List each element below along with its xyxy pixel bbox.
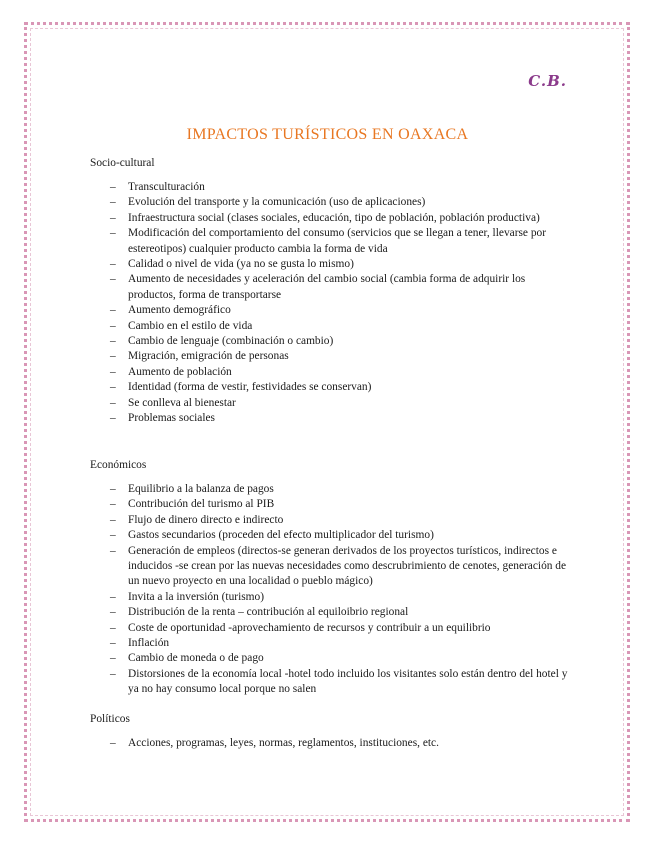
section-socio-cultural (90, 156, 570, 427)
list-item: – Invita a la inversión (turismo) (90, 590, 570, 605)
section-heading: Socio-cultural (90, 157, 155, 169)
list-item: – Acciones, programas, leyes, normas, reglamentos, instituciones, etc. (90, 736, 570, 751)
list-item: – Identidad (forma de vestir, festividades se conservan) (90, 380, 570, 395)
list-item: – Evolución del transporte y la comunicación (uso de aplicaciones) (90, 195, 570, 210)
bullet-list (90, 482, 570, 698)
list-item: – Infraestructura social (clases sociales, educación, tipo de población, población productiva) (90, 211, 570, 226)
author-initials: C.B. (528, 72, 567, 90)
list-item: – Equilibrio a la balanza de pagos (90, 482, 570, 497)
document-title: IMPACTOS TURÍSTICOS EN OAXACA (186, 126, 469, 143)
list-item: – Modificación del comportamiento del consumo (servicios que se llegan a tener, llevarse por estereotipos) cualquier producto cambia la forma de vida (90, 226, 570, 257)
list-item: – Distribución de la renta – contribución al equiloibrio regional (90, 605, 570, 620)
bullet-list (90, 736, 570, 751)
list-item: – Cambio de moneda o de pago (90, 651, 570, 666)
section-heading: Políticos (90, 713, 130, 725)
list-item: – Migración, emigración de personas (90, 349, 570, 364)
list-item: – Transculturación (90, 180, 570, 195)
list-item: – Problemas sociales (90, 411, 570, 426)
list-item: – Distorsiones de la economía local -hotel todo incluido los visitantes solo están dentro del hotel y ya no hay consumo local porque no salen (90, 667, 570, 698)
list-item: – Gastos secundarios (proceden del efecto multiplicador del turismo) (90, 528, 570, 543)
list-item: – Coste de oportunidad -aprovechamiento de recursos y contribuir a un equilibrio (90, 621, 570, 636)
list-item: – Flujo de dinero directo e indirecto (90, 513, 570, 528)
list-item: – Aumento demográfico (90, 303, 570, 318)
list-item: – Aumento de población (90, 365, 570, 380)
list-item: – Cambio en el estilo de vida (90, 319, 570, 334)
list-item: – Cambio de lenguaje (combinación o cambio) (90, 334, 570, 349)
list-item: – Generación de empleos (directos-se generan derivados de los proyectos turísticos, indirectos e inducidos -se crean por las nuevas necesidades como descrubrimiento de cenotes, generación de un nuevo proyecto en una localidad o pueblo mágico) (90, 544, 570, 590)
section-economicos (90, 458, 570, 698)
list-item: – Se conlleva al bienestar (90, 396, 570, 411)
section-politicos (90, 712, 570, 751)
bullet-list (90, 180, 570, 427)
list-item: – Inflación (90, 636, 570, 651)
list-item: – Contribución del turismo al PIB (90, 497, 570, 512)
list-item: – Calidad o nivel de vida (ya no se gusta lo mismo) (90, 257, 570, 272)
list-item: – Aumento de necesidades y aceleración del cambio social (cambia forma de adquirir los productos, forma de transportarse (90, 272, 570, 303)
section-heading: Económicos (90, 459, 147, 471)
